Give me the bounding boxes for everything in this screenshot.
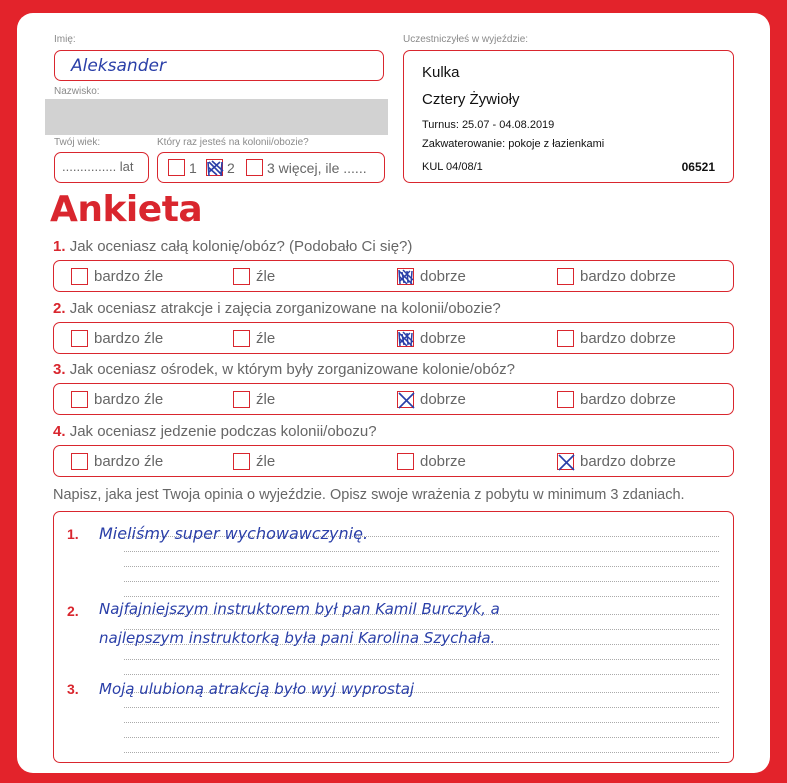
option-label: dobrze xyxy=(420,452,466,470)
option-1[interactable] xyxy=(71,323,163,353)
name-value: Aleksander xyxy=(71,56,166,76)
age-field[interactable] xyxy=(54,152,149,183)
participant-label: Uczestniczyłeś w wyjeździe: xyxy=(403,34,529,45)
option-label: bardzo dobrze xyxy=(580,390,676,408)
times-checkbox-2[interactable] xyxy=(206,159,223,176)
participant-name: Kulka xyxy=(422,64,460,81)
option-2[interactable] xyxy=(233,446,275,476)
option-label: dobrze xyxy=(420,390,466,408)
option-label: bardzo dobrze xyxy=(580,452,676,470)
surname-redaction xyxy=(45,99,388,135)
opinion-prompt: Napisz, jaka jest Twoja opinia o wyjeździe. Opisz swoje wrażenia z pobytu w minimum 3 zdaniach. xyxy=(53,487,685,503)
option-label: źle xyxy=(256,390,276,408)
question-1-text xyxy=(53,238,412,255)
option-label: źle xyxy=(256,329,276,347)
question-number: 4. xyxy=(53,423,66,440)
scribble-mark-icon xyxy=(396,329,417,350)
option-checkbox[interactable] xyxy=(233,391,250,408)
name-label: Imię: xyxy=(54,34,76,45)
option-checkbox[interactable] xyxy=(397,453,414,470)
times-option-1[interactable]: 1 xyxy=(168,153,197,182)
option-checkbox[interactable] xyxy=(557,330,574,347)
question-3-options xyxy=(53,383,734,415)
option-2[interactable] xyxy=(233,323,275,353)
camp-code: KUL 04/08/1 xyxy=(422,161,483,173)
question-3-text xyxy=(53,361,515,378)
option-checkbox[interactable] xyxy=(71,391,88,408)
option-3[interactable] xyxy=(397,261,466,291)
times-checkbox-1[interactable] xyxy=(168,159,185,176)
opinion-line-3: najlepszym instruktorką była pani Karolina Szychała. xyxy=(99,629,496,647)
times-label: Który raz jesteś na kolonii/obozie? xyxy=(157,137,309,148)
opinion-line-1: Mieliśmy super wychowawczynię. xyxy=(99,524,369,543)
age-label: Twój wiek: xyxy=(54,137,101,148)
question-label: Jak oceniasz całą kolonię/obóz? (Podobało Ci się?) xyxy=(69,238,413,255)
times-option-3[interactable]: 3 więcej, ile ...... xyxy=(246,153,367,182)
option-2[interactable] xyxy=(233,384,275,414)
form-number: 06521 xyxy=(681,160,715,174)
x-mark-icon xyxy=(556,452,577,473)
camp-name: Cztery Żywioły xyxy=(422,91,520,108)
option-1[interactable] xyxy=(71,261,163,291)
option-label: bardzo dobrze xyxy=(580,267,676,285)
option-checkbox[interactable] xyxy=(233,268,250,285)
times-checkbox-3[interactable] xyxy=(246,159,263,176)
scribble-mark-icon xyxy=(205,158,226,179)
option-label: bardzo źle xyxy=(94,267,164,285)
question-number: 1. xyxy=(53,238,66,255)
option-checkbox[interactable] xyxy=(557,268,574,285)
opinion-number-1: 1. xyxy=(67,526,79,542)
option-checkbox[interactable] xyxy=(557,453,574,470)
surname-label: Nazwisko: xyxy=(54,86,100,97)
opinion-number-2: 2. xyxy=(67,603,79,619)
question-label: Jak oceniasz atrakcje i zajęcia zorganizowane na kolonii/obozie? xyxy=(69,300,501,317)
option-checkbox[interactable] xyxy=(71,268,88,285)
option-checkbox[interactable] xyxy=(71,330,88,347)
age-placeholder: ............... lat xyxy=(62,159,134,174)
option-checkbox[interactable] xyxy=(397,268,414,285)
option-3[interactable] xyxy=(397,446,466,476)
survey-title: Ankieta xyxy=(50,189,203,230)
opinion-line-2: Najfajniejszym instruktorem był pan Kamil Burczyk, a xyxy=(99,600,500,618)
option-checkbox[interactable] xyxy=(397,391,414,408)
option-label: dobrze xyxy=(420,267,466,285)
option-label: dobrze xyxy=(420,329,466,347)
option-checkbox[interactable] xyxy=(397,330,414,347)
option-1[interactable] xyxy=(71,446,163,476)
question-number: 3. xyxy=(53,361,66,378)
option-label: bardzo źle xyxy=(94,452,164,470)
question-number: 2. xyxy=(53,300,66,317)
question-2-text xyxy=(53,300,501,317)
name-field[interactable] xyxy=(54,50,384,81)
option-label: źle xyxy=(256,452,276,470)
question-1-options xyxy=(53,260,734,292)
opinion-line-4: Moją ulubioną atrakcją było wyj wyprostaj xyxy=(99,680,415,698)
participant-card xyxy=(403,50,734,183)
question-label: Jak oceniasz ośrodek, w którym były zorganizowane kolonie/obóz? xyxy=(69,361,515,378)
survey-sheet xyxy=(17,13,770,773)
option-label: źle xyxy=(256,267,276,285)
opinion-number-3: 3. xyxy=(67,681,79,697)
option-checkbox[interactable] xyxy=(233,453,250,470)
question-4-options xyxy=(53,445,734,477)
accommodation: Zakwaterowanie: pokoje z łazienkami xyxy=(422,138,605,150)
times-option-2[interactable]: 2 xyxy=(206,153,235,182)
option-1[interactable] xyxy=(71,384,163,414)
option-label: bardzo źle xyxy=(94,390,164,408)
option-4[interactable] xyxy=(557,446,676,476)
question-2-options xyxy=(53,322,734,354)
option-checkbox[interactable] xyxy=(233,330,250,347)
option-4[interactable] xyxy=(557,323,676,353)
option-3[interactable] xyxy=(397,384,466,414)
option-2[interactable] xyxy=(233,261,275,291)
question-4-text xyxy=(53,423,377,440)
x-mark-icon xyxy=(396,390,417,411)
option-checkbox[interactable] xyxy=(71,453,88,470)
option-3[interactable] xyxy=(397,323,466,353)
option-4[interactable] xyxy=(557,384,676,414)
times-field xyxy=(157,152,385,183)
option-label: bardzo źle xyxy=(94,329,164,347)
option-label: bardzo dobrze xyxy=(580,329,676,347)
question-label: Jak oceniasz jedzenie podczas kolonii/obozu? xyxy=(69,423,377,440)
turnus-dates: Turnus: 25.07 - 04.08.2019 xyxy=(422,119,555,131)
option-checkbox[interactable] xyxy=(557,391,574,408)
scribble-mark-icon xyxy=(396,267,417,288)
option-4[interactable] xyxy=(557,261,676,291)
